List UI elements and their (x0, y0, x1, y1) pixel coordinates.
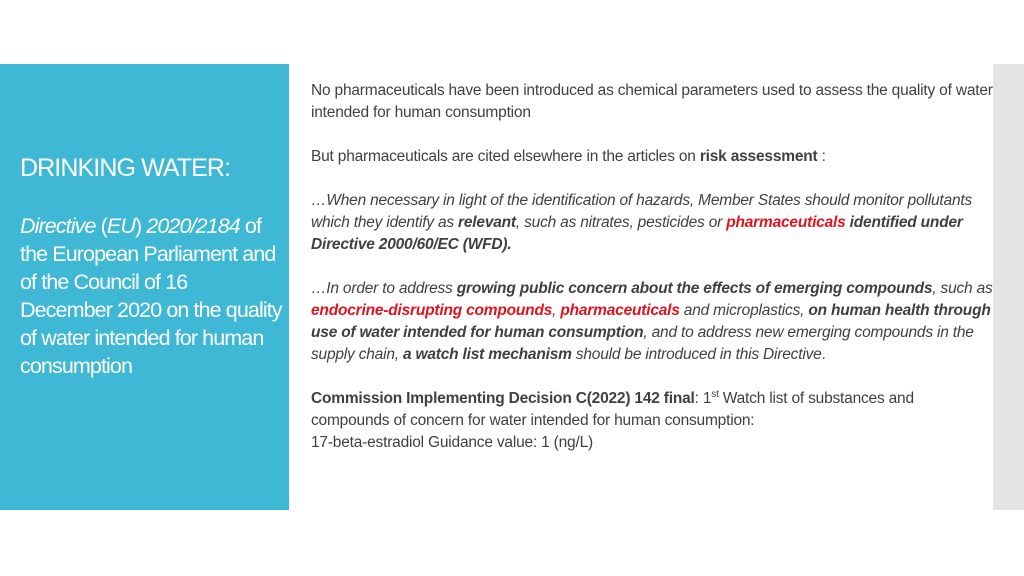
text-segment: . (821, 346, 826, 363)
text-segment: , such as nitrates, pesticides or (515, 214, 727, 231)
text-segment: Watch list of substances and compounds of concern for water intended for human consumption: (311, 390, 914, 429)
text-segment: , and to address new emerging compounds in the supply chain, (311, 324, 974, 363)
text-segment: : (817, 148, 826, 165)
watch-list-phrase: a watch list mechanism (402, 346, 572, 363)
text-segment: should be introduced in this Directive (571, 346, 822, 363)
guidance-value-line: 17-beta-estradiol Guidance value: 1 (ng/L) (311, 434, 593, 451)
text-segment: : 1 (694, 390, 712, 407)
directive-subtitle (20, 212, 284, 380)
watch-list-quote (311, 278, 993, 366)
public-concern-phrase: growing public concern about the effects of emerging compounds (456, 280, 933, 297)
commission-decision-paragraph (311, 388, 993, 454)
pharmaceuticals-highlight: pharmaceuticals (560, 302, 680, 319)
ordinal-suffix: st (711, 389, 719, 400)
paren-open: ( (95, 214, 107, 238)
text-segment: and microplastics, (679, 302, 809, 319)
human-health-phrase: on human health through use of water intended for human consumption (311, 302, 991, 341)
monitoring-quote (311, 190, 993, 256)
paren-close: ) (134, 214, 147, 238)
wfd-reference: identified under Directive 2000/60/EC (WFD). (311, 214, 963, 253)
text-segment: …In order to address (311, 280, 457, 297)
intro-paragraph: No pharmaceuticals have been introduced as chemical parameters used to assess the quality of water intended for human consumption (311, 82, 993, 121)
directive-number: 2020/2184 (146, 214, 240, 238)
directive-description: of the European Parliament and of the Council of 16 December 2020 on the quality of water intended for human consumption (20, 214, 282, 378)
pharmaceuticals-highlight: pharmaceuticals (726, 214, 846, 231)
text-segment: …When necessary in light of the identification of hazards, Member States should monitor pollutants which they identify as (311, 192, 973, 231)
directive-word: Directive (20, 214, 96, 238)
text-segment: , such as (932, 280, 993, 297)
relevant-term: relevant (458, 214, 516, 231)
right-edge-bar (993, 64, 1024, 510)
risk-assessment-paragraph (311, 146, 993, 168)
text-segment: But pharmaceuticals are cited elsewhere in the articles on (311, 148, 700, 165)
eu-word: EU (106, 214, 135, 238)
content-body (311, 80, 993, 454)
risk-assessment-term: risk assessment (699, 148, 818, 165)
slide-title: DRINKING WATER: (20, 154, 231, 182)
commission-decision-title: Commission Implementing Decision C(2022) 142 final (311, 390, 695, 407)
endocrine-highlight: endocrine-disrupting compounds (311, 302, 553, 319)
text-segment: , (552, 302, 561, 319)
